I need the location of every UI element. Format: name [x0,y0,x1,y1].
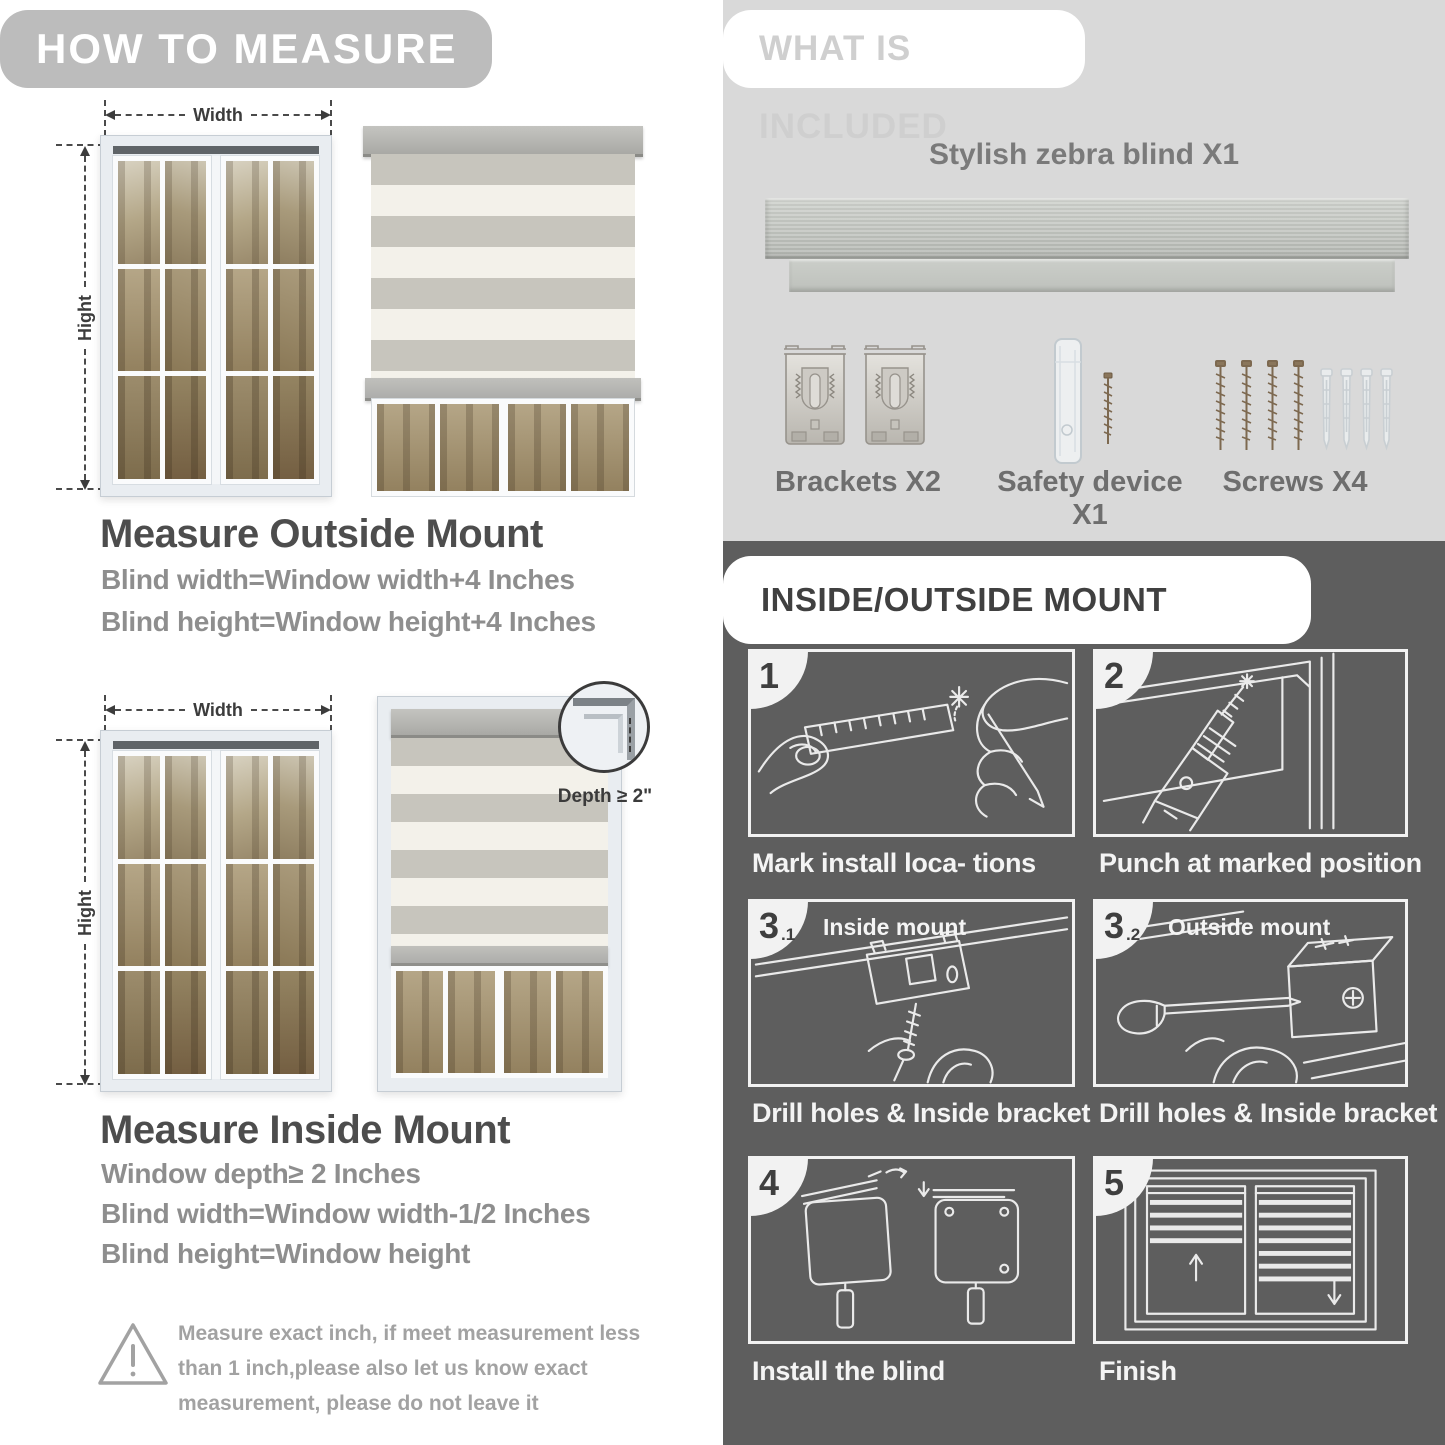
warning-line-1: Measure exact inch, if meet measurement less [178,1322,641,1345]
inside-mount-rule-1: Window depth≥ 2 Inches [101,1158,421,1189]
window-sash [221,751,319,1079]
height-dimension-inside [74,741,96,1085]
step-badge: 3 .1 [750,901,808,959]
blind-shade-illustration [371,154,635,378]
step-caption-3-2: Drill holes & Inside bracket [1099,1098,1438,1128]
step-panel-5 [1093,1156,1408,1344]
inside-mount-rule-3: Blind height=Window height [101,1238,471,1269]
right-arrow-icon [321,705,331,715]
window-illustration-outside [100,135,332,497]
down-arrow-icon [80,1075,90,1085]
window-illustration-inside [100,730,332,1092]
height-label: Hight [74,890,95,936]
anchor-icon [1318,368,1394,454]
blind-bottomrail-product-image [789,259,1395,292]
blind-headrail-illustration [363,126,643,157]
window-sash [113,751,211,1079]
warning-text [178,1316,640,1421]
window-sash [113,156,211,484]
down-arrow-icon [80,480,90,490]
window-panes-below [391,966,608,1078]
item-label-safety-device: Safety device X1 [997,466,1183,531]
inside-mount-heading: Measure Inside Mount [100,1108,511,1152]
step-panel-title: Inside mount [823,914,967,940]
height-dimension-outside [74,146,96,490]
width-label: Width [193,104,243,125]
step-panel-3-1 [748,899,1075,1087]
right-arrow-icon [321,110,331,120]
step-badge: 1 [750,651,808,709]
step-badge: 2 [1095,651,1153,709]
depth-label: Depth ≥ 2" [557,786,653,807]
warning-line-2: than 1 inch,please also let us know exact [178,1357,588,1380]
step-panel-4 [748,1156,1075,1344]
how-to-measure-title: HOW TO MEASURE [0,10,492,88]
inside-mount-rule-2: Blind width=Window width-1/2 Inches [101,1198,591,1229]
width-label: Width [193,699,243,720]
product-label: Stylish zebra blind X1 [928,138,1240,171]
step-caption-1: Mark install loca- tions [752,848,1036,878]
step-panel-3-2 [1093,899,1408,1087]
width-dimension-inside [105,699,331,721]
inside-blind-bottomrail [391,946,608,966]
outside-mount-heading: Measure Outside Mount [100,512,543,556]
warning-triangle-icon [95,1318,171,1392]
step-caption-2: Punch at marked position [1099,848,1422,878]
step-badge: 5 [1095,1158,1153,1216]
safety-device-icon [1048,336,1088,466]
height-label: Hight [74,295,95,341]
step-panel-1 [748,649,1075,837]
depth-magnifier-icon [558,681,650,773]
left-arrow-icon [105,705,115,715]
up-arrow-icon [80,146,90,156]
screw-icon [1100,372,1116,446]
inside-outside-mount-title: INSIDE/OUTSIDE MOUNT [723,556,1311,644]
step-panel-title: Outside mount [1168,914,1331,940]
width-dimension-outside [105,104,331,126]
outside-mount-rule-2: Blind height=Window height+4 Inches [101,606,596,637]
what-is-included-title: WHAT IS INCLUDED [723,10,1085,88]
left-arrow-icon [105,110,115,120]
warning-line-3: measurement, please do not leave it [178,1392,539,1415]
inside-blind-shade [391,738,608,946]
bracket-icon [782,344,848,454]
up-arrow-icon [80,741,90,751]
step-caption-3-1: Drill holes & Inside bracket [752,1098,1091,1128]
step-caption-5: Finish [1099,1356,1177,1386]
item-label-brackets: Brackets X2 [774,466,942,498]
screw-icon [1212,360,1308,456]
step-badge: 3 .2 [1095,901,1153,959]
step-badge: 4 [750,1158,808,1216]
outside-mount-rule-1: Blind width=Window width+4 Inches [101,564,575,595]
window-sash [221,156,319,484]
window-below-blind [371,398,635,497]
blind-headrail-product-image [765,198,1409,259]
item-label-screws: Screws X4 [1222,466,1368,498]
step-caption-4: Install the blind [752,1356,945,1386]
step-panel-2 [1093,649,1408,837]
bracket-icon [862,344,928,454]
